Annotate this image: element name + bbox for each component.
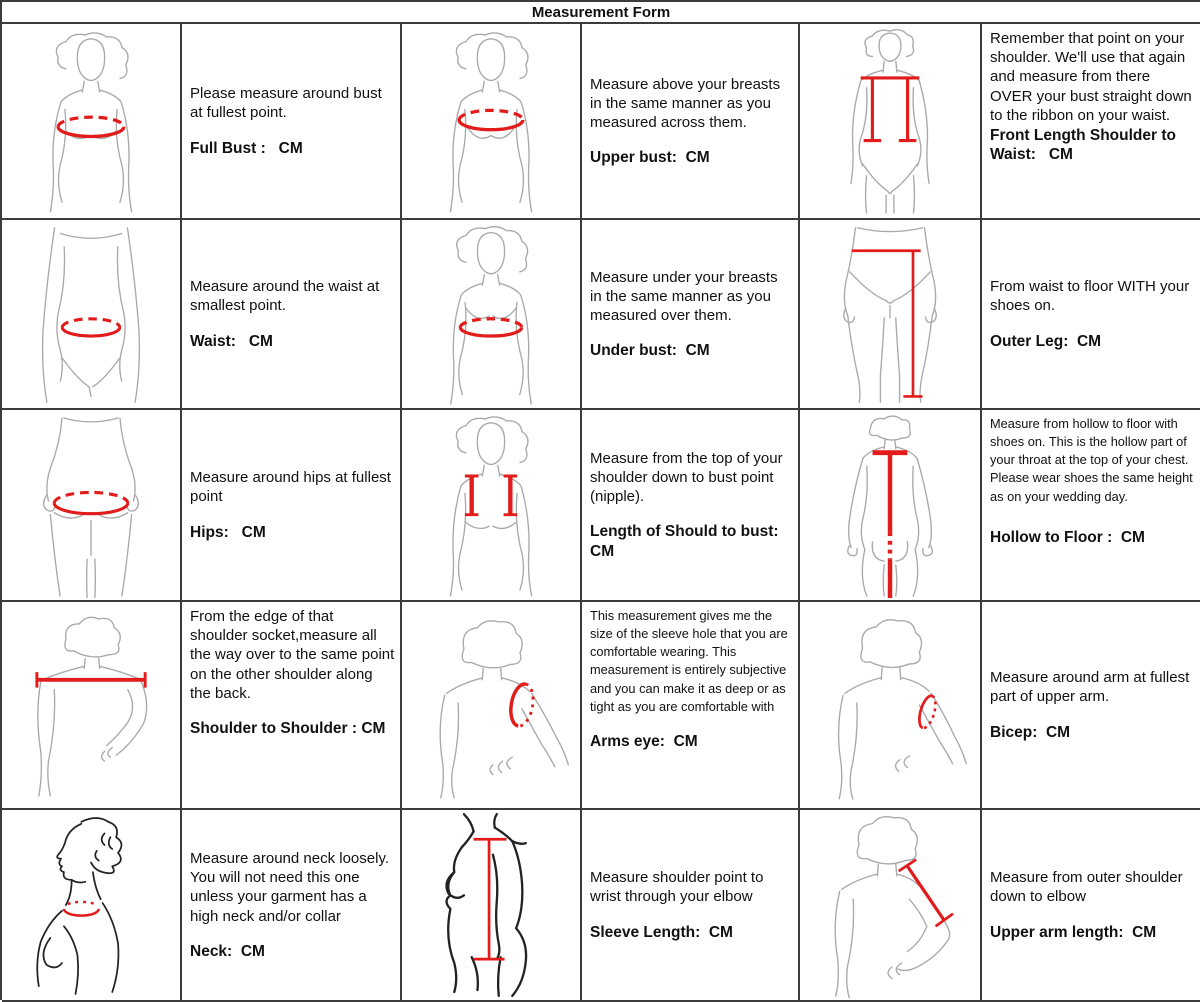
front-length-text: [982, 24, 1200, 220]
outer-leg-figure: [800, 220, 982, 410]
page-title: Measurement Form: [2, 2, 1200, 24]
measurement-description: Measure around arm at fullest part of upper arm.: [990, 669, 1194, 706]
full-bust-figure: [2, 24, 182, 220]
measurement-label: Bicep: CM: [990, 723, 1071, 741]
shoulder-to-shoulder-figure: [2, 602, 182, 810]
front-length-figure: [800, 24, 982, 220]
measurement-label: Shoulder to Shoulder : CM: [190, 719, 386, 737]
hollow-to-floor-figure: [800, 410, 982, 602]
arms-eye-figure: [402, 602, 582, 810]
sleeve-length-figure: [402, 810, 582, 1002]
side-body-sleeve-illustration: [404, 812, 578, 998]
shoulder-to-bust-text: [582, 410, 800, 602]
waist-figure: [2, 220, 182, 410]
under-bust-text: [582, 220, 800, 410]
measurement-label: Neck: CM: [190, 942, 265, 960]
under-bust-figure: [402, 220, 582, 410]
measurement-description: Measure from hollow to floor with shoes on. This is the hollow part of your throat at the top of your chest. Please wear shoes the same height as on your wedding day.: [990, 416, 1197, 504]
neck-text: [182, 810, 402, 1002]
woman-front-bust-illustration: [4, 26, 178, 216]
measurement-label: Arms eye: CM: [590, 732, 698, 750]
neck-figure: [2, 810, 182, 1002]
full-bust-text: [182, 24, 402, 220]
measurement-description: From waist to floor WITH your shoes on.: [990, 278, 1194, 315]
shoulder-to-shoulder-text: [182, 602, 402, 810]
measurement-description: Measure around hips at fullest point: [190, 469, 396, 506]
measurement-description: Measure from the top of your shoulder down to bust point (nipple).: [590, 449, 787, 506]
outer-leg-text: [982, 220, 1200, 410]
hips-text: [182, 410, 402, 602]
woman-front-under-bust-illustration: [404, 222, 578, 406]
measurement-label: Front Length Shoulder to Waist: CM: [990, 126, 1181, 164]
measurement-description: Remember that point on your shoulder. We'll use that again and measure from there OVER your bust straight down to the ribbon on your waist.: [990, 30, 1196, 124]
shoulder-to-bust-figure: [402, 410, 582, 602]
armscye-illustration: [404, 604, 578, 806]
hollow-to-floor-illustration: [802, 412, 978, 598]
upper-arm-length-figure: [800, 810, 982, 1002]
shoulder-to-bust-illustration: [404, 412, 578, 598]
legs-outer-leg-illustration: [802, 222, 978, 406]
bicep-text: [982, 602, 1200, 810]
measurement-label: Upper arm length: CM: [990, 923, 1157, 941]
measurement-description: Measure above your breasts in the same manner as you measured across them.: [590, 75, 785, 131]
hips-figure: [2, 410, 182, 602]
upper-arm-length-text: [982, 810, 1200, 1002]
measurement-label: Length of Should to bust: CM: [590, 523, 788, 560]
upper-bust-figure: [402, 24, 582, 220]
arms-eye-text: [582, 602, 800, 810]
woman-front-upper-bust-illustration: [404, 26, 578, 216]
hollow-to-floor-text: [982, 410, 1200, 602]
bicep-illustration: [802, 604, 978, 806]
measurement-description: From the edge of that shoulder socket,measure all the way over to the same point on the other shoulder along the back.: [190, 608, 399, 702]
measurement-label: Upper bust: CM: [590, 149, 710, 167]
hips-illustration: [4, 412, 178, 598]
bicep-figure: [800, 602, 982, 810]
measurement-description: Measure from outer shoulder down to elbow: [990, 869, 1187, 906]
measurement-label: Waist: CM: [190, 332, 273, 350]
torso-waist-illustration: [4, 222, 178, 406]
measurement-label: Full Bust : CM: [190, 139, 303, 157]
measurement-label: Hips: CM: [190, 523, 266, 541]
sleeve-length-text: [582, 810, 800, 1002]
measurement-label: Under bust: CM: [590, 342, 710, 360]
back-shoulders-illustration: [4, 604, 178, 806]
upper-arm-illustration: [802, 812, 978, 998]
measurement-description: This measurement gives me the size of the sleeve hole that you are comfortable wearing. This measurement is entirely subjective and you can make it as deep or as tight as you are comfortable with: [590, 608, 792, 714]
measurement-description: Measure shoulder point to wrist through your elbow: [590, 869, 768, 906]
measurement-description: Please measure around bust at fullest point.: [190, 85, 386, 122]
measurement-label: Sleeve Length: CM: [590, 923, 733, 941]
measurement-label: Outer Leg: CM: [990, 332, 1102, 350]
measurement-label: Hollow to Floor : CM: [990, 528, 1145, 546]
woman-front-length-illustration: [802, 26, 978, 216]
measurement-description: Measure around neck loosely. You will not need this one unless your garment has a high neck and/or collar: [190, 849, 393, 925]
waist-text: [182, 220, 402, 410]
measurement-description: Measure under your breasts in the same manner as you measured over them.: [590, 268, 782, 324]
upper-bust-text: [582, 24, 800, 220]
neck-profile-illustration: [4, 812, 178, 998]
measurement-description: Measure around the waist at smallest point.: [190, 278, 384, 315]
